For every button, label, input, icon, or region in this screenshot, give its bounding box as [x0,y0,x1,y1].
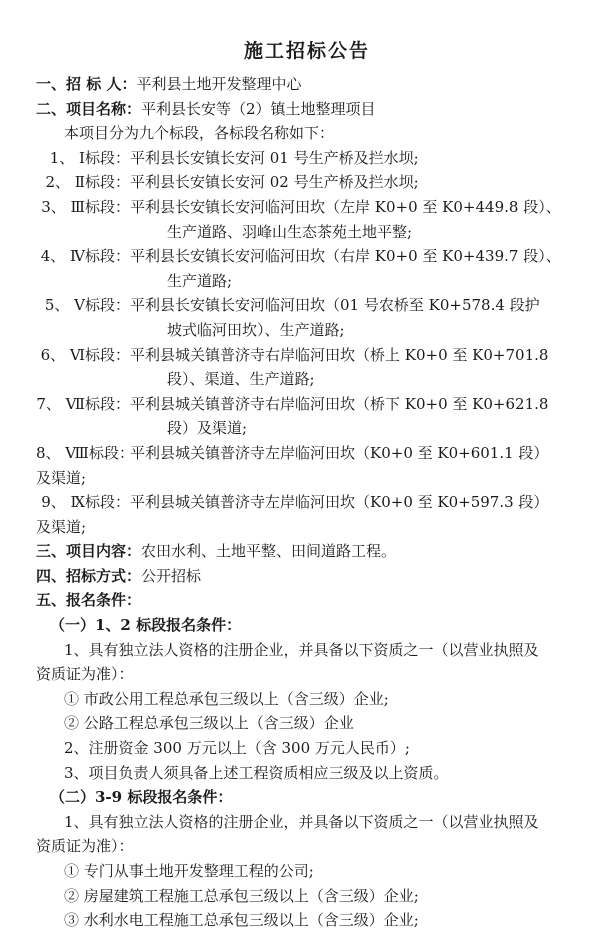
content-value: 农田水利、土地平整、田间道路工程。 [141,542,397,561]
group2-qual3: ③ 水利水电工程施工总承包三级以上（含三级）企业; [64,911,419,930]
method-row [36,564,578,589]
lot-desc: 平利县城关镇普济寺右岸临河田坎（桥上 K0+0 至 K0+701.8 [130,345,549,364]
lot-number: 7、 Ⅶ标段： [36,394,130,413]
lot-number: 3、 Ⅲ标段： [41,197,130,216]
lot-row [36,490,578,515]
project-name-value: 平利县长安等（2）镇土地整理项目 [141,99,376,118]
tenderer-row [36,72,578,97]
tenderer-value: 平利县土地开发整理中心 [136,75,302,93]
lot-row [36,170,578,195]
group1-heading: （一）1、2 标段报名条件： [50,616,242,635]
lots-intro: 本项目分为九个标段，各标段名称如下： [64,124,335,143]
lot-row [36,146,578,171]
group2-cond1-cont: 资质证为准）： [36,837,134,856]
lot-number: 9、 Ⅸ标段： [41,493,130,512]
lot-number: 5、 Ⅴ标段： [44,296,130,315]
lot-desc: 平利县长安镇长安河临河田坎（左岸 K0+0 至 K0+449.8 段）、 [130,197,561,216]
lot-desc-cont: 段）、渠道、生产道路; [167,370,315,389]
lot-row [36,293,578,318]
lot-desc: 平利县长安镇长安河临河田坎（右岸 K0+0 至 K0+439.7 段）、 [130,247,561,266]
group2-qual1: ① 专门从事土地开发整理工程的公司; [64,862,314,880]
lot-row [36,441,578,466]
lot-desc: 平利县城关镇普济寺左岸临河田坎（K0+0 至 K0+597.3 段） [130,493,549,512]
group2-cond1: 1、具有独立法人资格的注册企业，并具备以下资质之一（以营业执照及 [64,812,539,831]
lot-number: 6、 Ⅵ标段： [40,345,130,364]
lot-number: 8、 Ⅷ标段： [36,443,134,462]
lot-desc-cont: 段）及渠道; [167,419,248,438]
lot-number: 1、 Ⅰ标段： [49,148,130,167]
requirements-heading: 五、报名条件： [36,591,142,610]
group1-cond2: 2、注册资金 300 万元以上（含 300 万元人民币）; [64,739,410,758]
lot-desc: 平利县长安镇长安河 01 号生产桥及拦水坝; [130,148,419,167]
group2-qual2: ② 房屋建筑工程施工总承包三级以上（含三级）企业; [64,886,419,905]
project-name-row [36,97,578,122]
method-label: 四、招标方式： [36,566,142,585]
project-name-label: 二、项目名称： [36,99,142,118]
lot-desc: 平利县城关镇普济寺右岸临河田坎（桥下 K0+0 至 K0+621.8 [130,394,549,413]
lot-number: 2、 Ⅱ标段： [45,173,130,192]
content-row [36,539,578,564]
content-label: 三、项目内容： [36,542,142,561]
lot-row [36,343,578,368]
lot-desc-cont: 生产道路、羽峰山生态茶苑土地平整; [167,222,413,241]
lot-desc-cont: 坡式临河田坎）、生产道路; [167,320,345,339]
lot-desc-wrap: 及渠道; [36,517,87,536]
lot-row [36,195,578,220]
lot-desc: 平利县长安镇长安河 02 号生产桥及拦水坝; [130,173,419,192]
group1-qual2: ② 公路工程总承包三级以上（含三级）企业 [64,714,354,733]
group1-cond1-cont: 资质证为准）： [36,665,134,684]
lot-desc-wrap: 及渠道; [36,468,87,487]
lot-desc: 平利县长安镇长安河临河田坎（01 号农桥至 K0+578.4 段护 [130,296,540,315]
lot-row [36,392,578,417]
lot-desc: 平利县城关镇普济寺左岸临河田坎（K0+0 至 K0+601.1 段） [130,443,549,462]
lot-number: 4、 Ⅳ标段： [40,247,130,266]
lot-desc-cont: 生产道路; [167,271,233,290]
lot-row [36,244,578,269]
group1-cond3: 3、项目负责人须具备上述工程资质相应三级及以上资质。 [64,763,449,782]
group1-cond1: 1、具有独立法人资格的注册企业，并具备以下资质之一（以营业执照及 [64,640,539,659]
group1-qual1: ① 市政公用工程总承包三级以上（含三级）企业; [64,689,389,708]
method-value: 公开招标 [141,566,202,585]
page-title: 施工招标公告 [243,40,370,62]
group2-heading: （二）3-9 标段报名条件： [50,788,233,807]
tenderer-label: 一、招 标 人： [36,75,137,93]
